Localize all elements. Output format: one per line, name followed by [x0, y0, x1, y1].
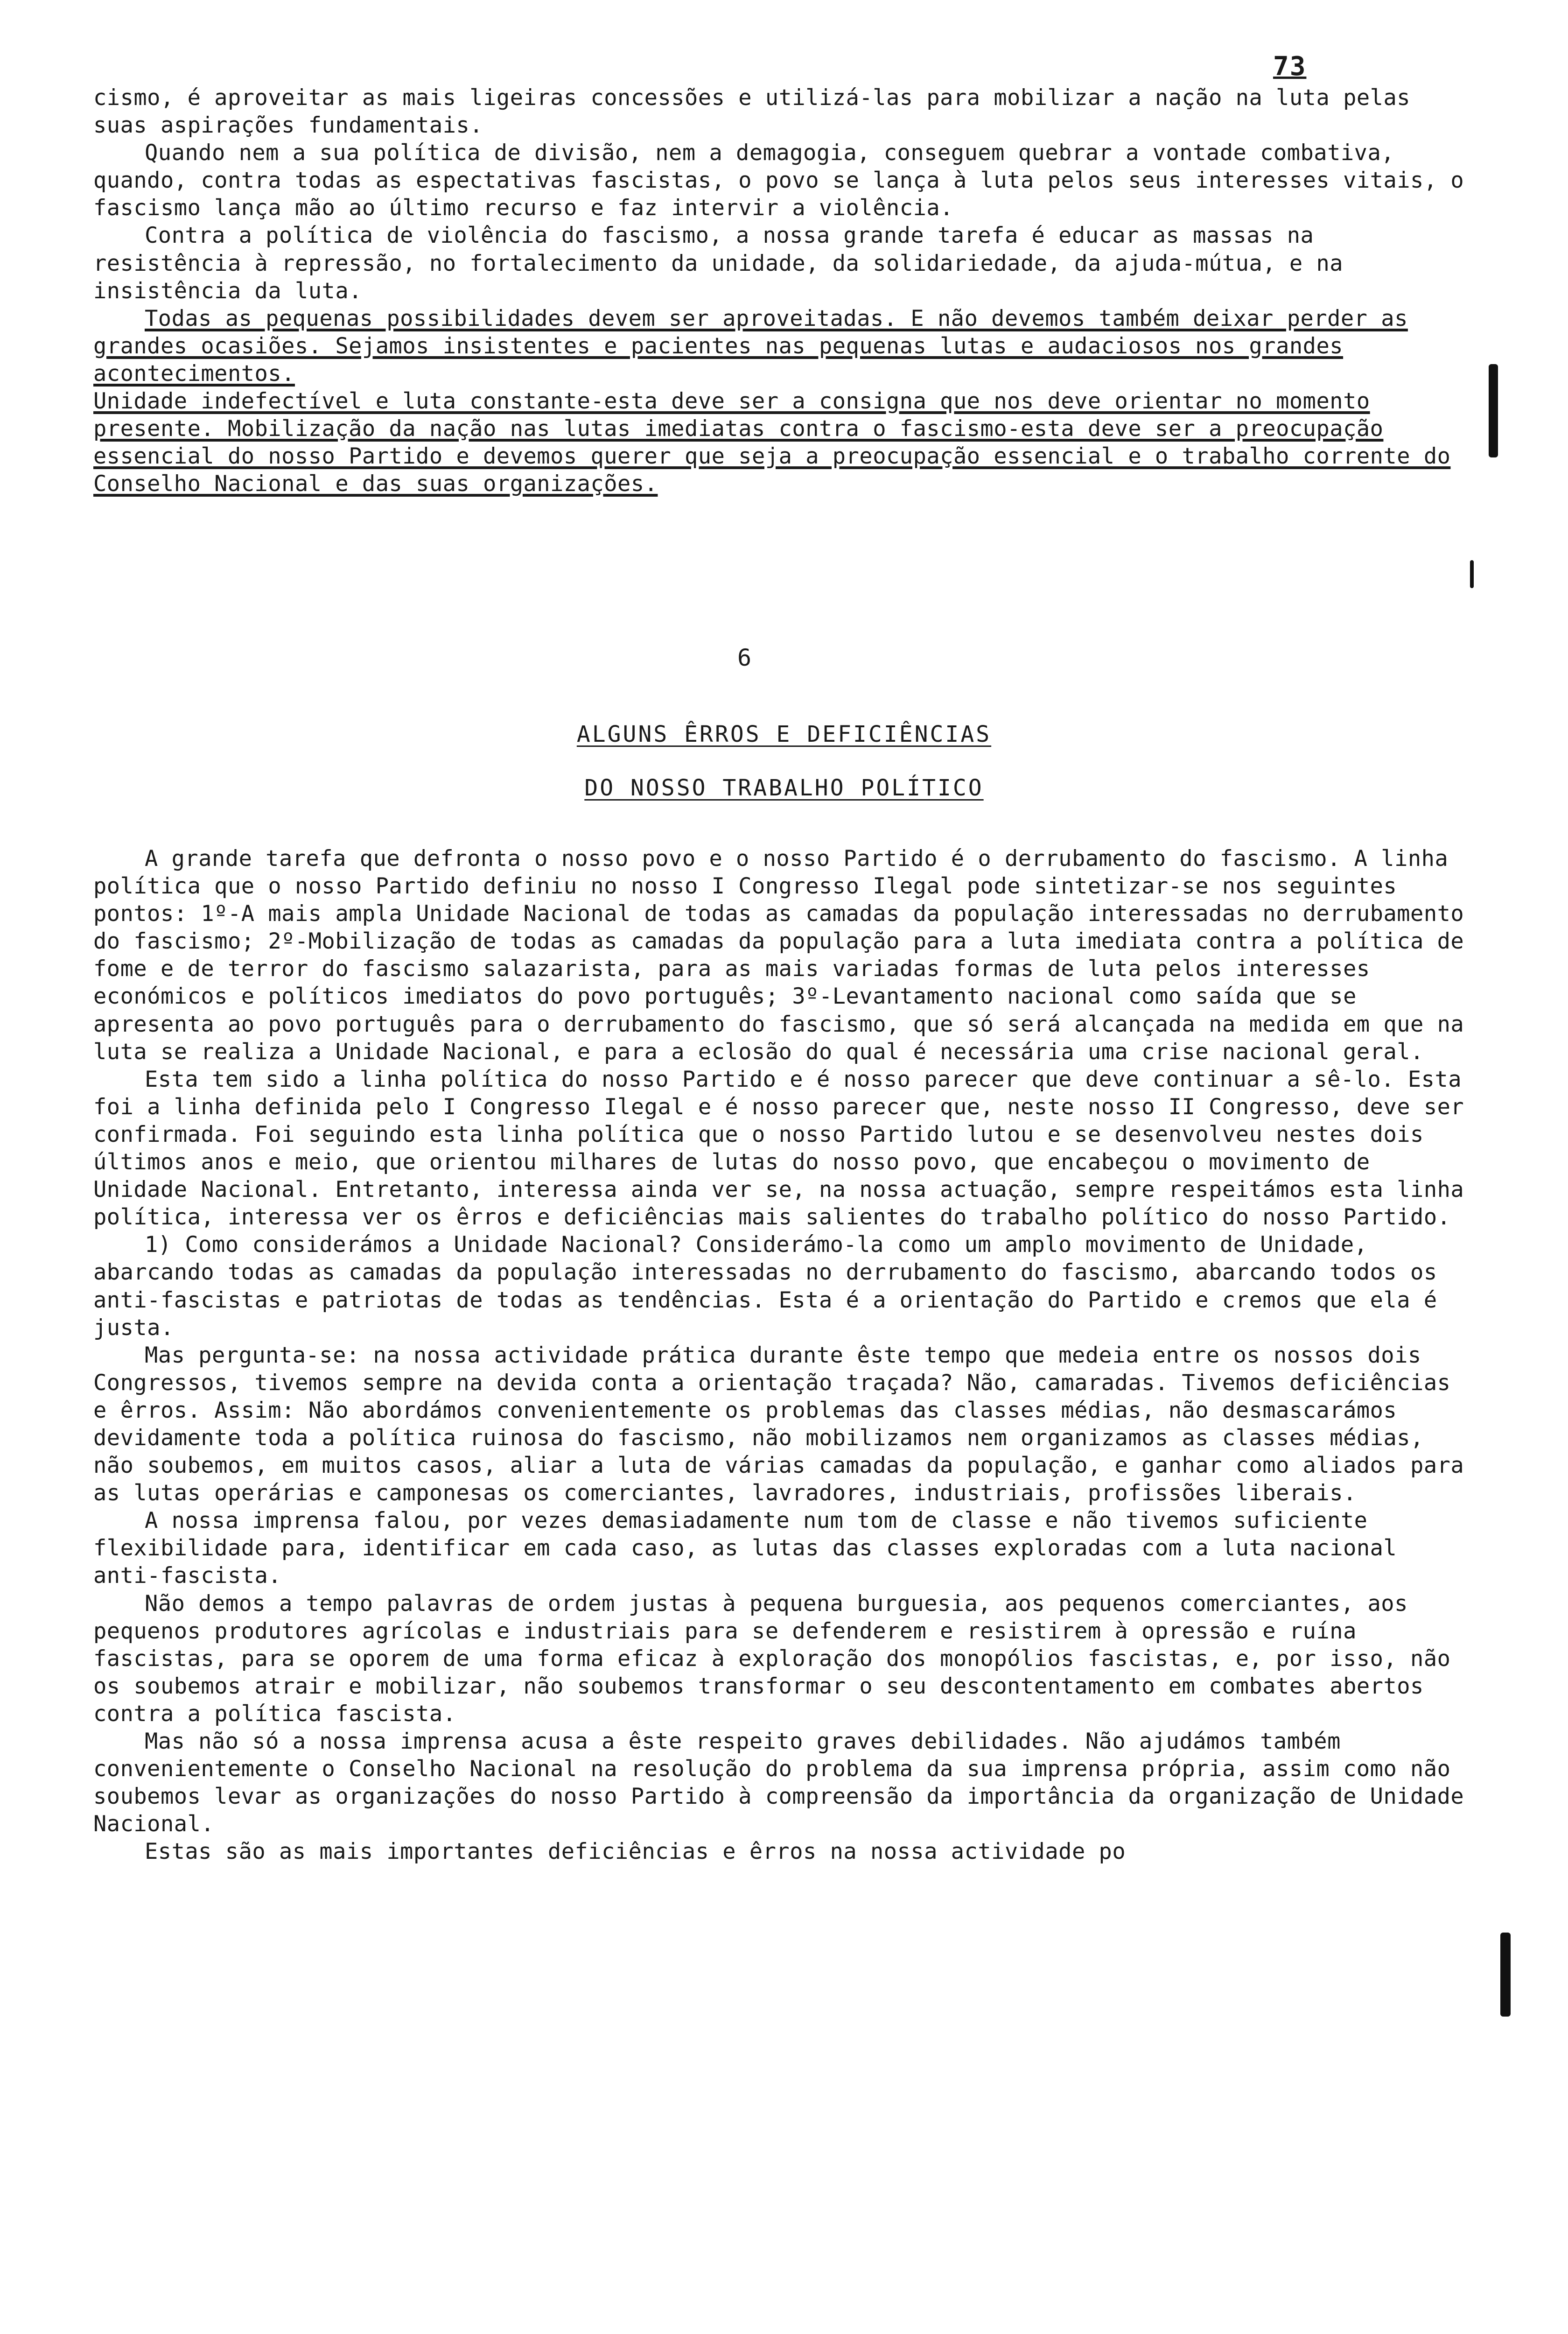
paragraph-final: Estas são as mais importantes deficiências e êrros na nossa actividade po	[145, 1839, 1126, 1865]
margin-marker-bottom	[1500, 1933, 1511, 2017]
paragraph-main-task: A grande tarefa que defronta o nosso povo e o nosso Partido é o derrubamento do fascismo. A linha política que o nosso Partido definiu no nosso I Congresso Ilegal pode sintetizar-se nos seguintes pontos: 1º-A mais ampla Unidade Nacional de todas as camadas da população interessadas no derrubamento do fascismo; 2º-Mobilização de todas as camadas da população para a luta imediata contra a política de fome e de terror do fascismo salazarista, para as mais variadas formas de luta pelos interesses económicos e políticos imediatos do povo português; 3º-Levantamento nacional como saída que se apresenta ao povo português para o derrubamento do fascismo, que só será alcançada na medida em que na luta se realiza a Unidade Nacional, e para a eclosão do qual é necessária uma crise nacional geral.	[93, 846, 1464, 1065]
section-number: 6	[737, 644, 752, 671]
paragraph-petty-bourgeoisie: Não demos a tempo palavras de ordem justas à pequena burguesia, aos pequenos comerciantes, aos pequenos produtores agrícolas e industriais para se defenderem e resistirem à opressão e ruína fascistas, para se oporem de uma forma eficaz à exploração dos monopólios fascistas, e, por isso, não os soubemos atrair e mobilizar, não soubemos transformar o seu descontentamento em combates abertos contra a política fascista.	[93, 1590, 1451, 1727]
section-heading-line-1: ALGUNS ÊRROS E DEFICIÊNCIAS	[576, 721, 992, 747]
section-heading-line-2: DO NOSSO TRABALHO POLÍTICO	[584, 775, 984, 801]
paragraph-violence: Quando nem a sua política de divisão, nem a demagogia, conseguem quebrar a vontade combativa, quando, contra todas as espectativas fascistas, o povo se lança à luta pelos seus interesses vitais, o fascismo lança mão ao último recurso e faz intervir a violência.	[93, 140, 1464, 221]
top-text-block	[93, 84, 1475, 498]
paragraph-national-unity: 1) Como considerámos a Unidade Nacional? Considerámo-la como um amplo movimento de Unidade, abarcando todas as camadas da população interessadas no derrubamento do fascismo, abarcando todos os anti-fascistas e patriotas de todas as tendências. Esta é a orientação do Partido e cremos que ela é justa.	[93, 1232, 1437, 1341]
paragraph-political-line: Esta tem sido a linha política do nosso Partido e é nosso parecer que deve continuar a sê-lo. Esta foi a linha definida pelo I Congresso Ilegal e é nosso parecer que, neste nosso II Congresso, deve ser confirmada. Foi seguindo esta linha política que o nosso Partido lutou e se desenvolveu nestes dois últimos anos e meio, que orientou milhares de lutas do nosso povo, que encabeçou o movimento de Unidade Nacional. Entretanto, interessa ainda ver se, na nossa actuação, sempre respeitámos esta linha política, interessa ver os êrros e deficiências mais salientes do trabalho político do nosso Partido.	[93, 1066, 1464, 1230]
page-number: 73	[1273, 51, 1307, 82]
paragraph-opportunities: Todas as pequenas possibilidades devem ser aproveitadas. E não devemos também deixar perder as grandes ocasiões. Sejamos insistentes e pacientes nas pequenas lutas e audaciosos nos grandes acontecimentos.	[93, 305, 1408, 387]
paragraph-unity-slogan: Unidade indefectível e luta constante-esta deve ser a consigna que nos deve orientar no momento presente. Mobilização da nação nas lutas imediatas contra o fascismo-esta deve ser a preocupação essencial do nosso Partido e devemos querer que seja a preocupação essencial e o trabalho corrente do Conselho Nacional e das suas organizações.	[93, 388, 1451, 497]
paragraph-national-council: Mas não só a nossa imprensa acusa a êste respeito graves debilidades. Não ajudámos também convenientemente o Conselho Nacional na resolução do problema da sua imprensa própria, assim como não soubemos levar as organizações do nosso Partido à compreensão da importância da organização de Unidade Nacional.	[93, 1729, 1464, 1837]
paragraph-resistance: Contra a política de violência do fascismo, a nossa grande tarefa é educar as massas na resistência à repressão, no fortalecimento da unidade, da solidariedade, da ajuda-mútua, e na insistência da luta.	[93, 223, 1344, 304]
paragraph-press: A nossa imprensa falou, por vezes demasiadamente num tom de classe e não tivemos suficiente flexibilidade para, identificar em cada caso, as lutas das classes exploradas com a luta nacional anti-fascista.	[93, 1508, 1397, 1589]
margin-marker-top	[1489, 364, 1498, 457]
margin-marker-small	[1470, 560, 1474, 588]
paragraph-continuation: cismo, é aproveitar as mais ligeiras concessões e utilizá-las para mobilizar a nação na luta pelas suas aspirações fundamentais.	[93, 85, 1411, 139]
main-text-block	[93, 845, 1475, 1865]
paragraph-middle-classes: Mas pergunta-se: na nossa actividade prática durante êste tempo que medeia entre os nossos dois Congressos, tivemos sempre na devida conta a orientação traçada? Não, camaradas. Tivemos deficiências e êrros. Assim: Não abordámos convenientemente os problemas das classes médias, não desmascarámos devidamente toda a política ruinosa do fascismo, não mobilizamos nem organizamos as classes médias, não soubemos, em muitos casos, aliar a luta de várias camadas da população, e ganhar como aliados para as lutas operárias e camponesas os comerciantes, lavradores, industriais, profissões liberais.	[93, 1342, 1464, 1506]
